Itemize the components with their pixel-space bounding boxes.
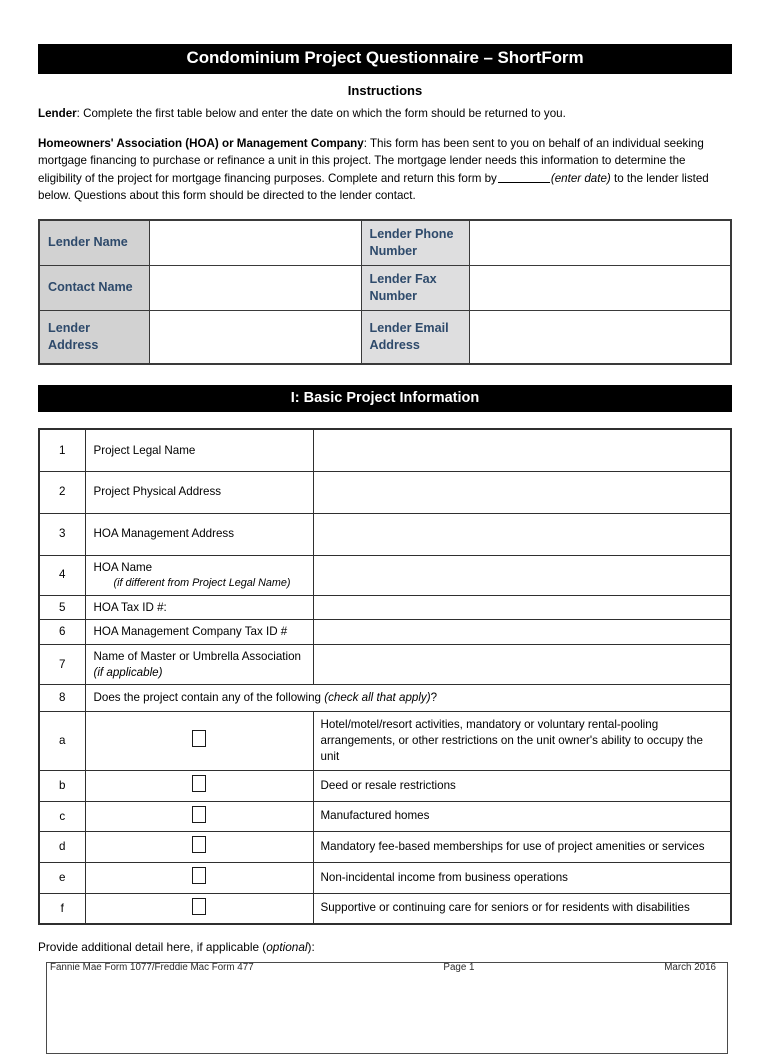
table-row <box>39 310 731 364</box>
row-number: 7 <box>39 645 85 685</box>
page-footer <box>50 962 716 973</box>
option-letter-f: f <box>39 893 85 924</box>
option-text-d: Mandatory fee-based memberships for use of project amenities or services <box>313 832 731 863</box>
additional-detail-label <box>38 940 732 954</box>
lender-instruction-paragraph <box>38 105 732 122</box>
document-title-bar: Condominium Project Questionnaire – ShortForm <box>38 44 732 74</box>
table-row <box>39 832 731 863</box>
row-number: 1 <box>39 429 85 471</box>
option-text-f: Supportive or continuing care for seniors or for residents with disabilities <box>313 893 731 924</box>
hoa-tax-id-label: HOA Tax ID #: <box>85 595 313 620</box>
table-row <box>39 645 731 685</box>
hoa-management-company-tax-id-input[interactable] <box>313 620 731 645</box>
checkbox-cell-c[interactable] <box>85 801 313 832</box>
project-physical-address-input[interactable] <box>313 471 731 513</box>
row-number: 3 <box>39 513 85 555</box>
table-row <box>39 513 731 555</box>
contact-name-label: Contact Name <box>39 265 149 310</box>
table-row <box>39 429 731 471</box>
master-association-label-text: Name of Master or Umbrella Association <box>93 650 301 664</box>
project-contains-question-text: Does the project contain any of the following <box>93 691 322 705</box>
hoa-name-input[interactable] <box>313 555 731 595</box>
hoa-management-company-tax-id-label: HOA Management Company Tax ID # <box>85 620 313 645</box>
hoa-name-label-text: HOA Name <box>93 560 153 574</box>
hoa-instruction-text-part2: to the lender listed below. Questions about this form should be directed to the lender contact. <box>38 171 709 203</box>
hoa-management-address-label: HOA Management Address <box>85 513 313 555</box>
row-number: 2 <box>39 471 85 513</box>
checkbox-icon-e[interactable] <box>192 867 206 884</box>
table-row <box>39 801 731 832</box>
hoa-name-note: (if different from Project Legal Name) <box>113 577 291 590</box>
hoa-instruction-label: Homeowners' Association (HOA) or Management Company <box>38 137 364 151</box>
table-row <box>39 620 731 645</box>
lender-instruction-text: : Complete the first table below and enter the date on which the form should be returned to you. <box>76 106 566 120</box>
lender-phone-label: Lender Phone Number <box>361 220 469 266</box>
lender-fax-label: Lender Fax Number <box>361 265 469 310</box>
table-row <box>39 862 731 893</box>
option-letter-d: d <box>39 832 85 863</box>
checkbox-icon-c[interactable] <box>192 806 206 823</box>
footer-date: March 2016 <box>664 962 716 973</box>
checkbox-icon-b[interactable] <box>192 775 206 792</box>
instructions-heading: Instructions <box>347 82 423 98</box>
document-content <box>38 44 732 1054</box>
table-row <box>39 685 731 712</box>
check-all-that-apply-note: (check all that apply) <box>324 691 431 705</box>
lender-instruction-label: Lender <box>38 106 77 120</box>
option-text-a: Hotel/motel/resort activities, mandatory or voluntary rental-pooling arrangements, or other restrictions on the unit owner's ability to occupy the unit <box>313 712 731 771</box>
checkbox-cell-d[interactable] <box>85 832 313 863</box>
hoa-tax-id-input[interactable] <box>313 595 731 620</box>
footer-form-number: Fannie Mae Form 1077/Freddie Mac Form 477 <box>50 962 254 973</box>
table-row <box>39 595 731 620</box>
lender-address-input[interactable] <box>149 310 361 364</box>
lender-information-table <box>38 219 732 366</box>
checkbox-cell-a[interactable] <box>85 712 313 771</box>
master-association-input[interactable] <box>313 645 731 685</box>
row-number: 5 <box>39 595 85 620</box>
additional-detail-label-text: Provide additional detail here, if applicable ( <box>38 940 267 955</box>
project-contains-question <box>85 685 731 712</box>
project-legal-name-input[interactable] <box>313 429 731 471</box>
additional-detail-optional-note: optional <box>266 940 308 955</box>
master-association-note: (if applicable) <box>93 665 163 679</box>
option-text-e: Non-incidental income from business operations <box>313 862 731 893</box>
project-legal-name-label: Project Legal Name <box>85 429 313 471</box>
table-row <box>39 265 731 310</box>
basic-project-information-table <box>38 428 732 925</box>
checkbox-icon-d[interactable] <box>192 836 206 853</box>
row-number: 8 <box>39 685 85 712</box>
table-row <box>39 471 731 513</box>
option-text-c: Manufactured homes <box>313 801 731 832</box>
hoa-instruction-paragraph <box>38 135 732 205</box>
option-text-b: Deed or resale restrictions <box>313 771 731 802</box>
lender-address-label: Lender Address <box>39 310 149 364</box>
question-trailing-mark: ? <box>430 691 438 705</box>
lender-email-input[interactable] <box>469 310 731 364</box>
table-row <box>39 893 731 924</box>
table-row <box>39 771 731 802</box>
table-row <box>39 220 731 266</box>
option-letter-b: b <box>39 771 85 802</box>
option-letter-a: a <box>39 712 85 771</box>
additional-detail-label-tail: ): <box>307 940 315 955</box>
table-row <box>39 555 731 595</box>
master-association-label <box>85 645 313 685</box>
hoa-management-address-input[interactable] <box>313 513 731 555</box>
lender-name-input[interactable] <box>149 220 361 266</box>
section-header-basic-project-information: I: Basic Project Information <box>38 385 732 412</box>
lender-fax-input[interactable] <box>469 265 731 310</box>
contact-name-input[interactable] <box>149 265 361 310</box>
enter-date-blank-line[interactable] <box>498 182 550 183</box>
lender-phone-input[interactable] <box>469 220 731 266</box>
checkbox-cell-b[interactable] <box>85 771 313 802</box>
footer-page-number: Page 1 <box>443 962 475 973</box>
table-row <box>39 712 731 771</box>
row-number: 4 <box>39 555 85 595</box>
lender-email-label: Lender Email Address <box>361 310 469 364</box>
checkbox-icon-a[interactable] <box>192 730 206 747</box>
option-letter-e: e <box>39 862 85 893</box>
checkbox-cell-f[interactable] <box>85 893 313 924</box>
checkbox-cell-e[interactable] <box>85 862 313 893</box>
enter-date-hint: (enter date) <box>550 171 611 185</box>
hoa-instruction-text-part1: : This form has been sent to you on behalf of an individual seeking mortgage financing to purchase or refinance a unit in this project. The mortgage lender needs this information to determine the eligibility of the project for mortgage financing purposes. Complete and return this form by <box>38 137 704 185</box>
hoa-name-label <box>85 555 313 595</box>
additional-detail-textarea[interactable] <box>46 962 728 1054</box>
checkbox-icon-f[interactable] <box>192 898 206 915</box>
lender-name-label: Lender Name <box>39 220 149 266</box>
row-number: 6 <box>39 620 85 645</box>
project-physical-address-label: Project Physical Address <box>85 471 313 513</box>
option-letter-c: c <box>39 801 85 832</box>
